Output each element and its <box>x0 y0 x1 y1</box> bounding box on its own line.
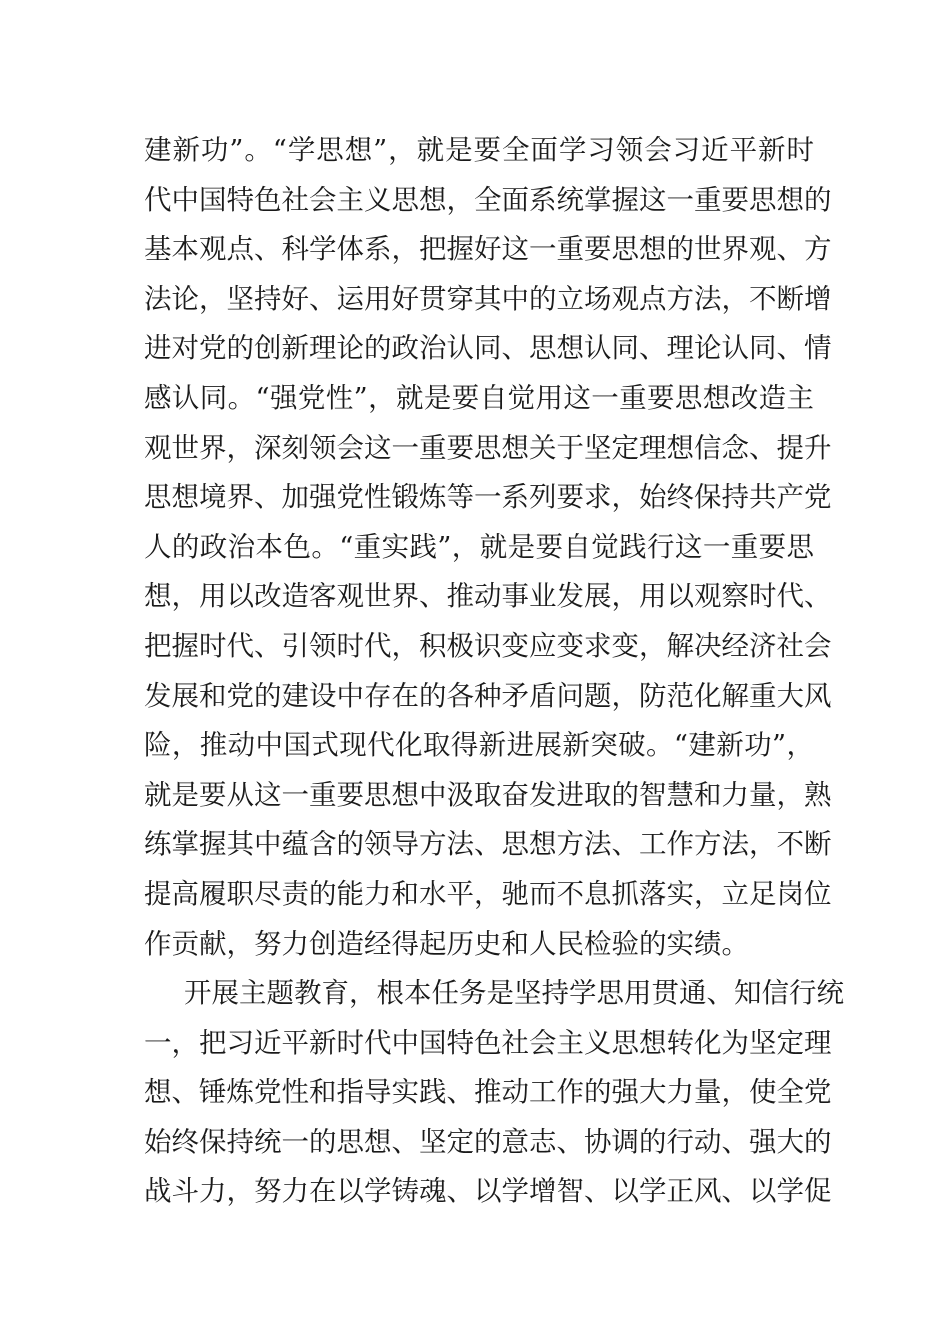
text-line: 法论，坚持好、运用好贯穿其中的立场观点方法，不断增 <box>144 282 832 315</box>
text-line: 进对党的创新理论的政治认同、思想认同、理论认同、情 <box>144 332 832 365</box>
text-line: 战斗力，努力在以学铸魂、以学增智、以学正风、以学促 <box>144 1175 832 1208</box>
paragraph-end-line: 作贡献，努力创造经得起历史和人民检验的实绩。 <box>144 927 749 960</box>
text-line: 建新功”。“学思想”，就是要全面学习领会习近平新时 <box>144 134 814 166</box>
text-line: 感认同。“强党性”，就是要自觉用这一重要思想改造主 <box>144 381 814 414</box>
text-line: 想、锤炼党性和指导实践、推动工作的强大力量，使全党 <box>144 1076 832 1109</box>
text-line: 想，用以改造客观世界、推动事业发展，用以观察时代、 <box>144 580 832 613</box>
text-line: 险，推动中国式现代化取得新进展新突破。“建新功”， <box>144 729 814 762</box>
text-line: 就是要从这一重要思想中汲取奋发进取的智慧和力量，熟 <box>144 778 832 811</box>
text-line: 基本观点、科学体系，把握好这一重要思想的世界观、方 <box>144 233 832 266</box>
text-line: 提高履职尽责的能力和水平，驰而不息抓落实，立足岗位 <box>144 877 832 910</box>
text-line: 发展和党的建设中存在的各种矛盾问题，防范化解重大风 <box>144 679 832 712</box>
text-line: 练掌握其中蕴含的领导方法、思想方法、工作方法，不断 <box>144 828 832 861</box>
text-line: 代中国特色社会主义思想，全面系统掌握这一重要思想的 <box>144 183 832 216</box>
body-text <box>144 126 844 1217</box>
paragraph-start-line: 开展主题教育，根本任务是坚持学思用贯通、知信行统 <box>184 977 844 1010</box>
text-line: 一，把习近平新时代中国特色社会主义思想转化为坚定理 <box>144 1026 832 1059</box>
text-line: 人的政治本色。“重实践”，就是要自觉践行这一重要思 <box>144 530 814 563</box>
text-line: 观世界，深刻领会这一重要思想关于坚定理想信念、提升 <box>144 431 832 464</box>
text-line: 把握时代、引领时代，积极识变应变求变，解决经济社会 <box>144 629 832 662</box>
text-line: 始终保持统一的思想、坚定的意志、协调的行动、强大的 <box>144 1125 832 1158</box>
text-line: 思想境界、加强党性锻炼等一系列要求，始终保持共产党 <box>144 481 832 514</box>
